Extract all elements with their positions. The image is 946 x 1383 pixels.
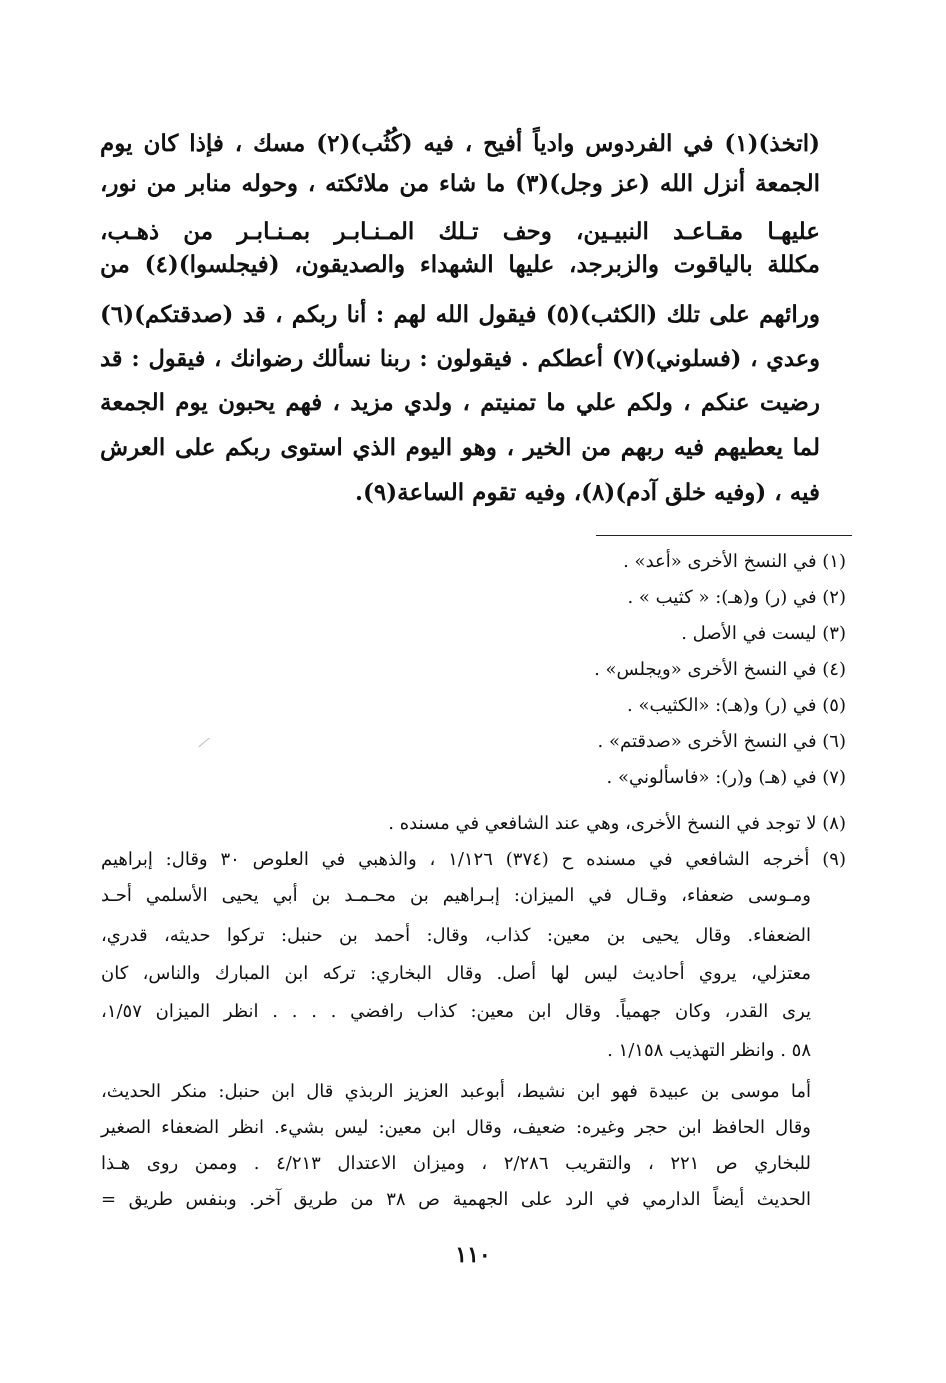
main-text-line: رضيت عنكم ، ولكم علي ما تمنيتم ، ولدي مزيد ، فهم يحبون يوم الجمعة	[100, 389, 820, 416]
footnote-continuation: أما موسى بن عبيدة فهو ابن نشيط، أبوعبد العزيز الربذي قال ابن حنبل: منكر الحديث،	[101, 1081, 811, 1102]
footnote-separator	[596, 535, 852, 536]
footnote: (١) في النسخ الأخرى «أعد» .	[623, 551, 846, 572]
footnote-continuation: وقال الحافظ ابن حجر وغيره: ضعيف، وقال ابن معين: ليس بشيء. انظر الضعفاء الصغير	[101, 1117, 811, 1138]
page-number: ١١٠	[455, 1242, 491, 1268]
footnote: (٤) في النسخ الأخرى «ويجلس» .	[594, 659, 846, 680]
footnote-continuation: معتزلي، يروي أحاديث ليس لها أصل. وقال البخاري: تركه ابن المبارك والناس، كان	[101, 963, 811, 984]
footnote-continuation: ومـوسى ضعفاء، وقـال في الميزان: إبـراهيم بن محـمـد بن أبي يحيى الأسلمي أحـد	[101, 885, 811, 906]
footnote: (٣) ليست في الأصل .	[681, 623, 846, 644]
main-text-line: (اتخذ)(١) في الفردوس وادياً أفيح ، فيه (كُثُب)(٢) مسك ، فإذا كان يوم	[100, 130, 820, 157]
footnote: (٢) في (ر) و(هـ): « كثيب » .	[627, 587, 846, 608]
footnote-continuation: الحديث أيضاً الدارمي في الرد على الجهمية ص ٣٨ من طريق آخر. وبنفس طريق =	[101, 1189, 811, 1210]
footnote: (٥) في (ر) و(هـ): «الكثيب» .	[627, 695, 846, 716]
footnote-continuation: للبخاري ص ٢٢١ ، والتقريب ٢/٢٨٦ ، وميزان الاعتدال ٤/٢١٣ . وممن روى هـذا	[101, 1153, 811, 1174]
footnote: (٧) في (هـ) و(ر): «فاسألوني» .	[606, 767, 846, 788]
main-text-line: مكللة بالياقوت والزبرجد، عليها الشهداء والصديقون، (فيجلسوا)(٤) من	[100, 251, 820, 278]
main-text-line: عليهـا مقـاعـد النبيـين، وحف تـلك المـنـابـر بمـنـابـر من ذهـب،	[100, 218, 820, 245]
footnote: (٩) أخرجه الشافعي في مسنده ح (٣٧٤) ١/١٢٦ ، والذهبي في العلوص ٣٠ وقال: إبراهيم	[101, 849, 846, 870]
footnote-continuation: الضعفاء. وقال يحيى بن معين: كذاب، وقال: أحمد بن حنبل: تركوا حديثه، قدري،	[101, 925, 811, 946]
main-text-line: ورائهم على تلك (الكثب)(٥) فيقول الله لهم : أنا ربكم ، قد (صدقتكم)(٦)	[100, 301, 820, 328]
footnote: (٨) لا توجد في النسخ الأخرى، وهي عند الشافعي في مسنده .	[388, 813, 846, 834]
main-text-line: لما يعطيهم فيه ربهم من الخير ، وهو اليوم الذي استوى ربكم على العرش	[100, 434, 820, 461]
main-text-line: الجمعة أنزل الله (عز وجل)(٣) ما شاء من ملائكته ، وحوله منابر من نور،	[100, 170, 820, 197]
main-text-line: فيه ، (وفيه خلق آدم)(٨)، وفيه تقوم الساعة(٩).	[355, 479, 820, 506]
footnote-continuation: يرى القدر، وكان جهمياً. وقال ابن معين: كذاب رافضي . . . . انظر الميزان ١/٥٧،	[101, 1001, 811, 1022]
main-text-line: وعدي ، (فسلوني)(٧) أعطكم . فيقولون : ربنا نسألك رضوانك ، فيقول : قد	[100, 346, 820, 372]
footnote-continuation: ٥٨ . وانظر التهذيب ١/١٥٨ .	[607, 1040, 811, 1061]
footnote: (٦) في النسخ الأخرى «صدقتم» .	[597, 731, 846, 752]
